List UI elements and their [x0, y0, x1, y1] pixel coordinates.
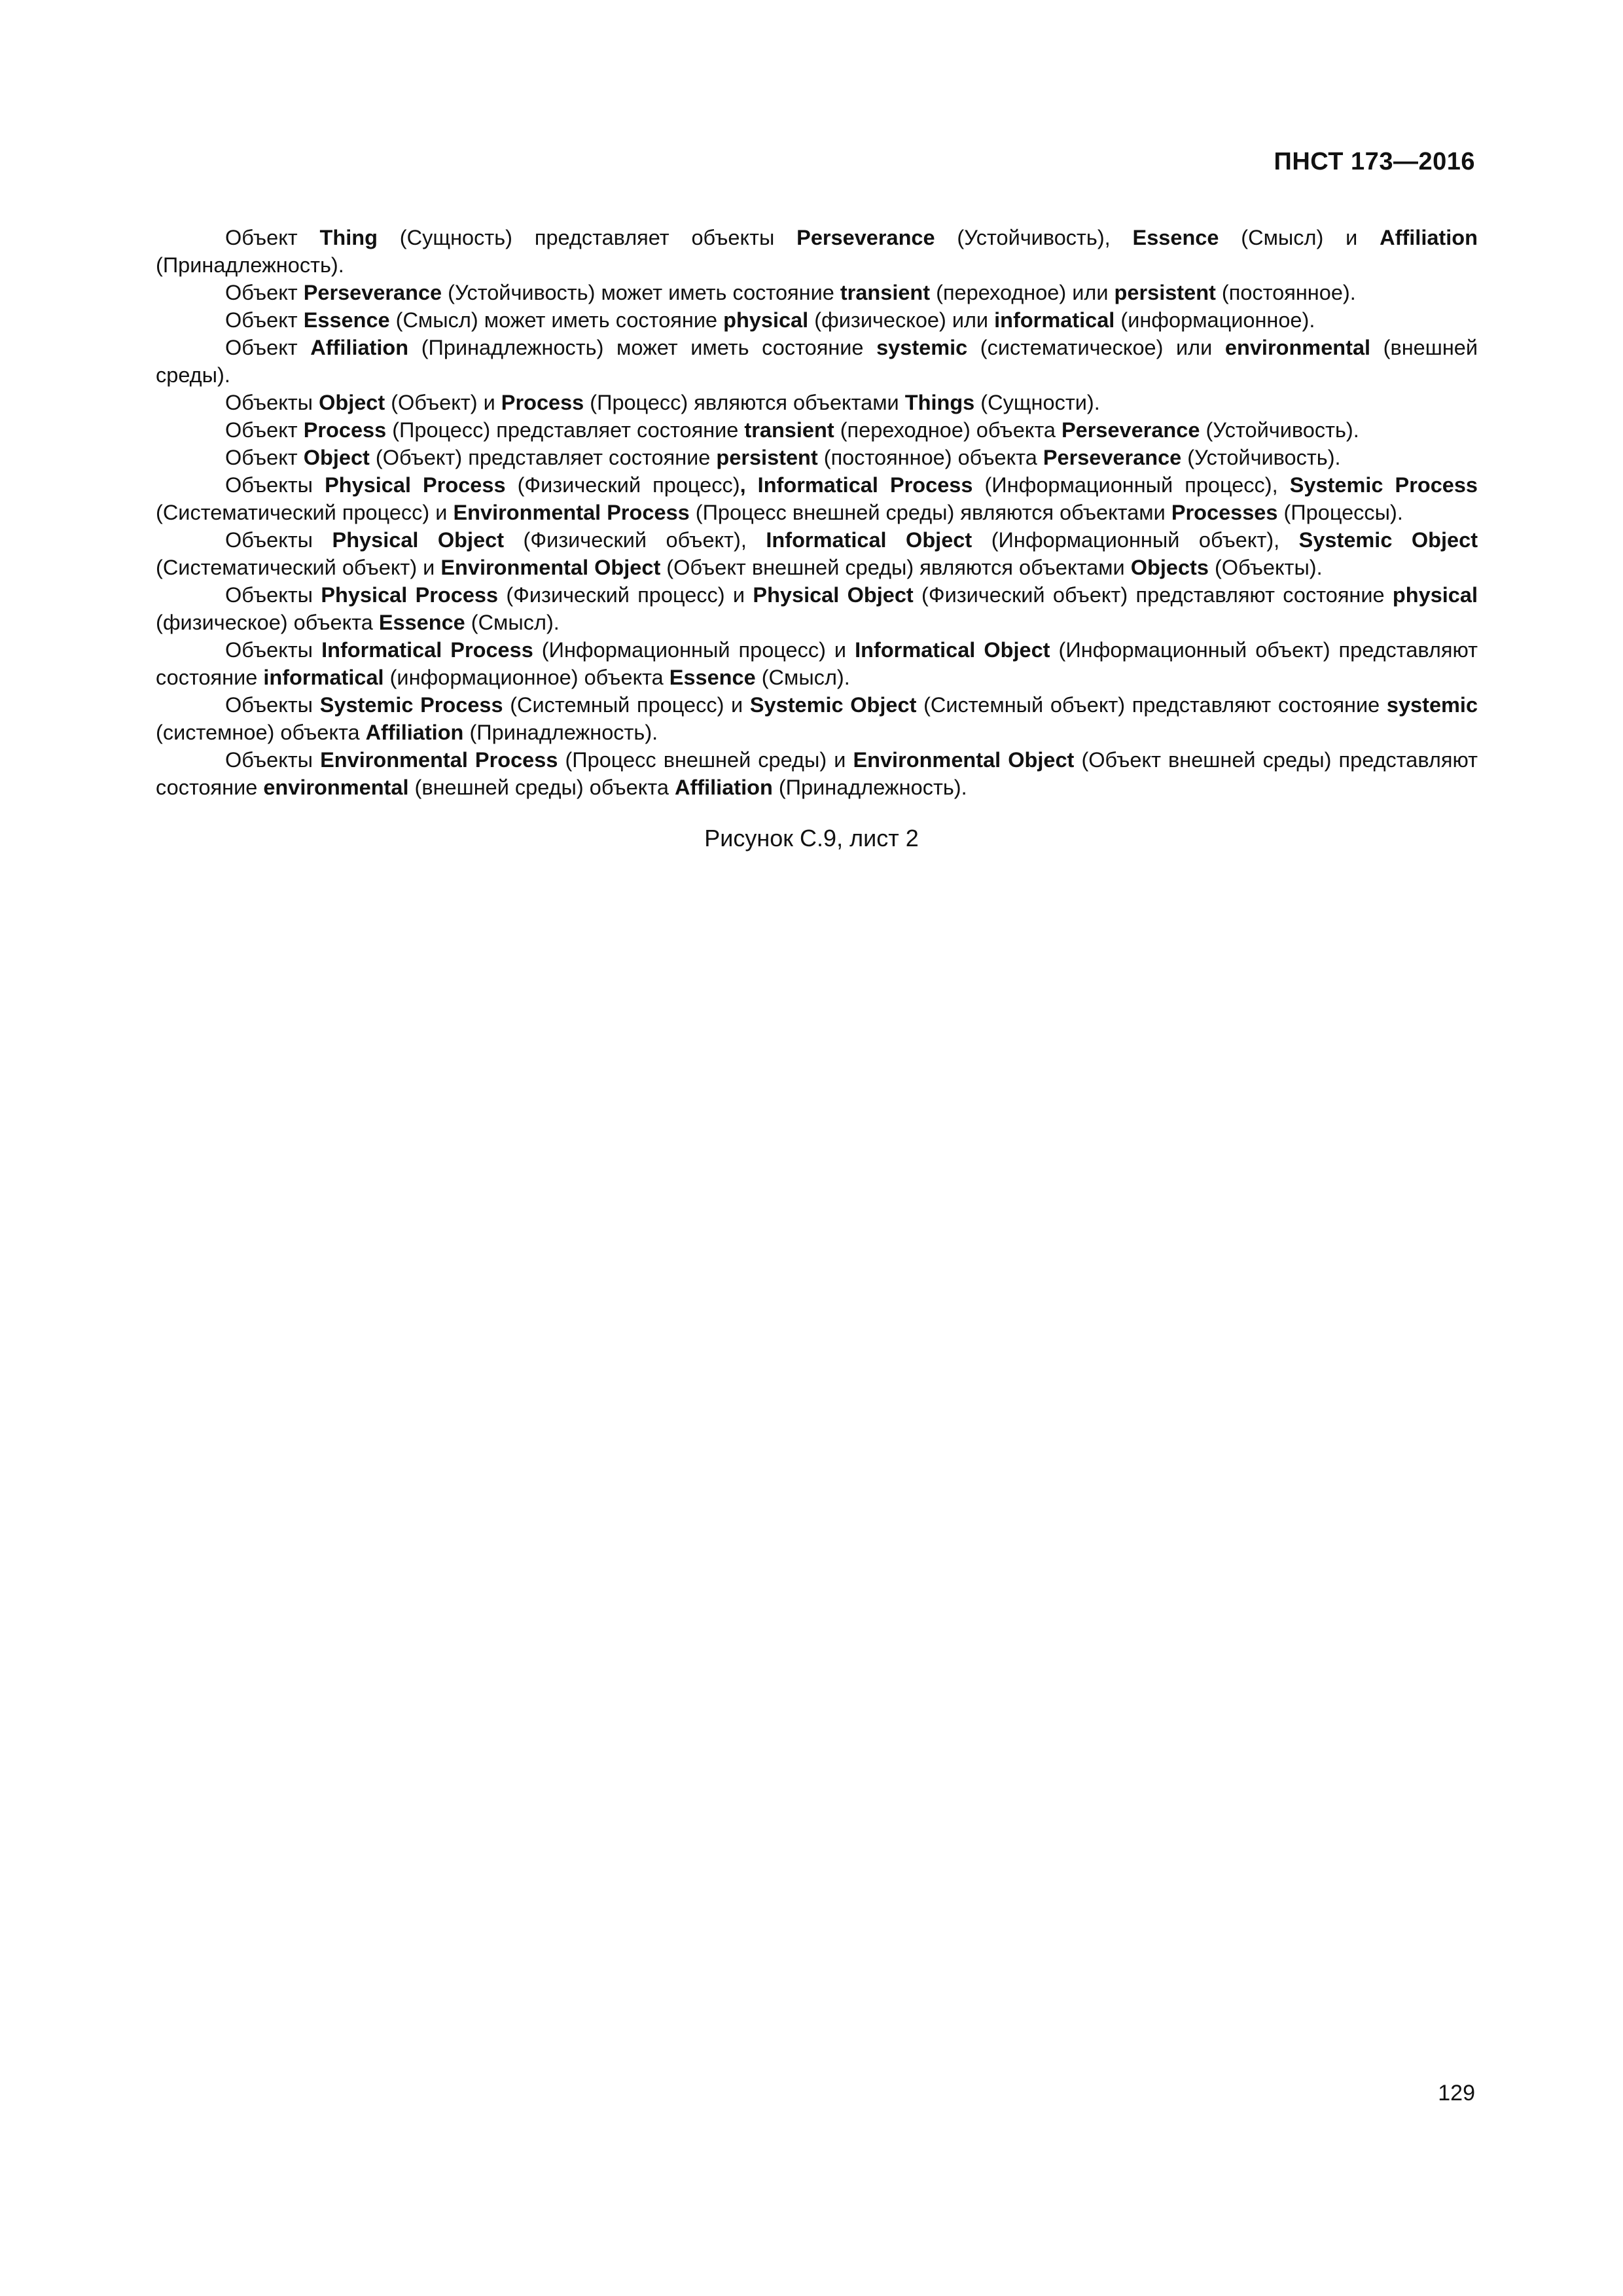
paragraph [156, 334, 1478, 389]
text-run: (Смысл) может иметь состояние [389, 308, 724, 332]
bold-term: , Informatical Process [740, 473, 973, 497]
bold-term: Affiliation [1380, 226, 1478, 249]
text-run: Объекты [225, 528, 332, 552]
bold-term: Informatical Object [855, 638, 1050, 662]
bold-term: persistent [716, 446, 818, 469]
bold-term: Essence [303, 308, 390, 332]
text-run: (Объект) представляет состояние [369, 446, 717, 469]
bold-term: Informatical Process [321, 638, 533, 662]
text-run: Объект [225, 418, 304, 442]
bold-term: Things [904, 391, 975, 414]
page-number: 129 [1438, 2081, 1475, 2106]
text-run: Объект [225, 281, 304, 304]
bold-term: Process [501, 391, 584, 414]
bold-term: transient [840, 281, 931, 304]
text-run: (внешней среды) объекта [408, 776, 675, 799]
bold-term: Physical Process [321, 583, 499, 607]
text-run: (информационное). [1115, 308, 1315, 332]
bold-term: Thing [319, 226, 378, 249]
bold-term: Affiliation [365, 721, 464, 744]
bold-term: Perseverance [1061, 418, 1200, 442]
text-run: (физическое) или [808, 308, 995, 332]
text-run: Объекты [225, 391, 319, 414]
text-run: (Процессы). [1277, 501, 1403, 524]
bold-term: physical [1392, 583, 1478, 607]
text-run: (Процесс) представляет состояние [386, 418, 745, 442]
bold-term: Affiliation [310, 336, 409, 359]
bold-term: Informatical Object [766, 528, 972, 552]
text-run: (Устойчивость). [1200, 418, 1359, 442]
text-run: Объекты [225, 638, 322, 662]
figure-caption: Рисунок С.9, лист 2 [704, 825, 919, 852]
text-run: (Смысл). [755, 666, 850, 689]
bold-term: Essence [669, 666, 756, 689]
text-run: (Информационный процесс), [972, 473, 1290, 497]
paragraph [156, 691, 1478, 746]
text-run: (внешней среды). [156, 336, 1478, 387]
text-run: (Принадлежность). [156, 253, 344, 277]
text-run: (Информационный объект), [972, 528, 1299, 552]
text-run: (Объекты). [1208, 556, 1323, 579]
text-run: Объект [225, 226, 320, 249]
paragraph [156, 279, 1478, 306]
bold-term: Perseverance [796, 226, 935, 249]
text-run: (Процесс) являются объектами [584, 391, 905, 414]
text-run: (систематическое) или [967, 336, 1225, 359]
text-run: Объекты [225, 748, 321, 772]
paragraph [156, 636, 1478, 691]
text-run: Объект [225, 336, 311, 359]
text-run: (Устойчивость). [1181, 446, 1341, 469]
text-run: (физическое) объекта [156, 611, 379, 634]
text-run: (переходное) объекта [834, 418, 1061, 442]
paragraph [156, 444, 1478, 471]
bold-term: Physical Object [332, 528, 505, 552]
bold-term: Systemic Object [1298, 528, 1478, 552]
bold-term: Objects [1130, 556, 1209, 579]
text-run: (Объект внешней среды) представляют состояние [156, 748, 1478, 799]
text-run: (Информационный объект) представляют состояние [156, 638, 1478, 689]
text-run: (переходное) или [930, 281, 1115, 304]
bold-term: Systemic Object [749, 693, 917, 717]
bold-term: systemic [1386, 693, 1478, 717]
text-run: (Процесс внешней среды) являются объектами [689, 501, 1171, 524]
text-run: (Смысл) и [1219, 226, 1380, 249]
text-run: (Принадлежность) может иметь состояние [408, 336, 877, 359]
paragraph [156, 389, 1478, 416]
bold-term: informatical [263, 666, 384, 689]
text-run: Объекты [225, 473, 325, 497]
text-run: (Физический объект) представляют состояние [913, 583, 1393, 607]
bold-term: Systemic Process [1289, 473, 1478, 497]
bold-term: Physical Object [753, 583, 914, 607]
text-run: (Смысл). [465, 611, 560, 634]
paragraph [156, 306, 1478, 334]
bold-term: Object [303, 446, 370, 469]
bold-term: Environmental Object [440, 556, 661, 579]
text-run: (Устойчивость), [935, 226, 1133, 249]
text-run: (Систематический объект) и [156, 556, 441, 579]
text-run: (Физический объект), [504, 528, 766, 552]
paragraph [156, 471, 1478, 526]
paragraph [156, 746, 1478, 801]
bold-term: Essence [1132, 226, 1219, 249]
text-run: (Процесс внешней среды) и [558, 748, 853, 772]
text-run: (постоянное). [1215, 281, 1356, 304]
bold-term: Affiliation [674, 776, 773, 799]
text-run: (Сущности). [974, 391, 1100, 414]
text-run: (Системный объект) представляют состояние [916, 693, 1387, 717]
text-run: (постоянное) объекта [817, 446, 1043, 469]
bold-term: Physical Process [325, 473, 506, 497]
text-run: (Систематический процесс) и [156, 501, 454, 524]
paragraph [156, 416, 1478, 444]
document-code-header: ПНСТ 173—2016 [1274, 148, 1475, 175]
bold-term: environmental [263, 776, 409, 799]
bold-term: Environmental Process [453, 501, 690, 524]
bold-term: Environmental Object [853, 748, 1075, 772]
bold-term: Environmental Process [320, 748, 558, 772]
text-run: Объект [225, 308, 304, 332]
text-run: Объекты [225, 583, 321, 607]
text-run: (Объект внешней среды) являются объектами [660, 556, 1131, 579]
bold-term: informatical [994, 308, 1115, 332]
text-run: (Устойчивость) может иметь состояние [442, 281, 840, 304]
paragraph [156, 224, 1478, 279]
bold-term: Object [319, 391, 385, 414]
bold-term: Essence [378, 611, 465, 634]
text-run: (системное) объекта [156, 721, 366, 744]
text-run: (Физический процесс) [505, 473, 740, 497]
text-run: (Принадлежность). [463, 721, 658, 744]
bold-term: Processes [1171, 501, 1278, 524]
bold-term: physical [723, 308, 809, 332]
bold-term: transient [744, 418, 834, 442]
text-run: (Физический процесс) и [498, 583, 753, 607]
text-run: (Сущность) представляет объекты [377, 226, 797, 249]
bold-term: Process [303, 418, 387, 442]
text-run: Объект [225, 446, 304, 469]
bold-term: systemic [876, 336, 968, 359]
paragraph [156, 581, 1478, 636]
text-run: (Принадлежность). [772, 776, 967, 799]
text-run: (Системный процесс) и [503, 693, 750, 717]
text-run: (Объект) и [385, 391, 501, 414]
bold-term: Perseverance [303, 281, 442, 304]
text-run: (Информационный процесс) и [533, 638, 855, 662]
body-text [156, 224, 1478, 801]
bold-term: persistent [1114, 281, 1216, 304]
text-run: (информационное) объекта [383, 666, 669, 689]
paragraph [156, 526, 1478, 581]
bold-term: Perseverance [1043, 446, 1182, 469]
bold-term: Systemic Process [319, 693, 503, 717]
text-run: Объекты [225, 693, 320, 717]
bold-term: environmental [1224, 336, 1371, 359]
